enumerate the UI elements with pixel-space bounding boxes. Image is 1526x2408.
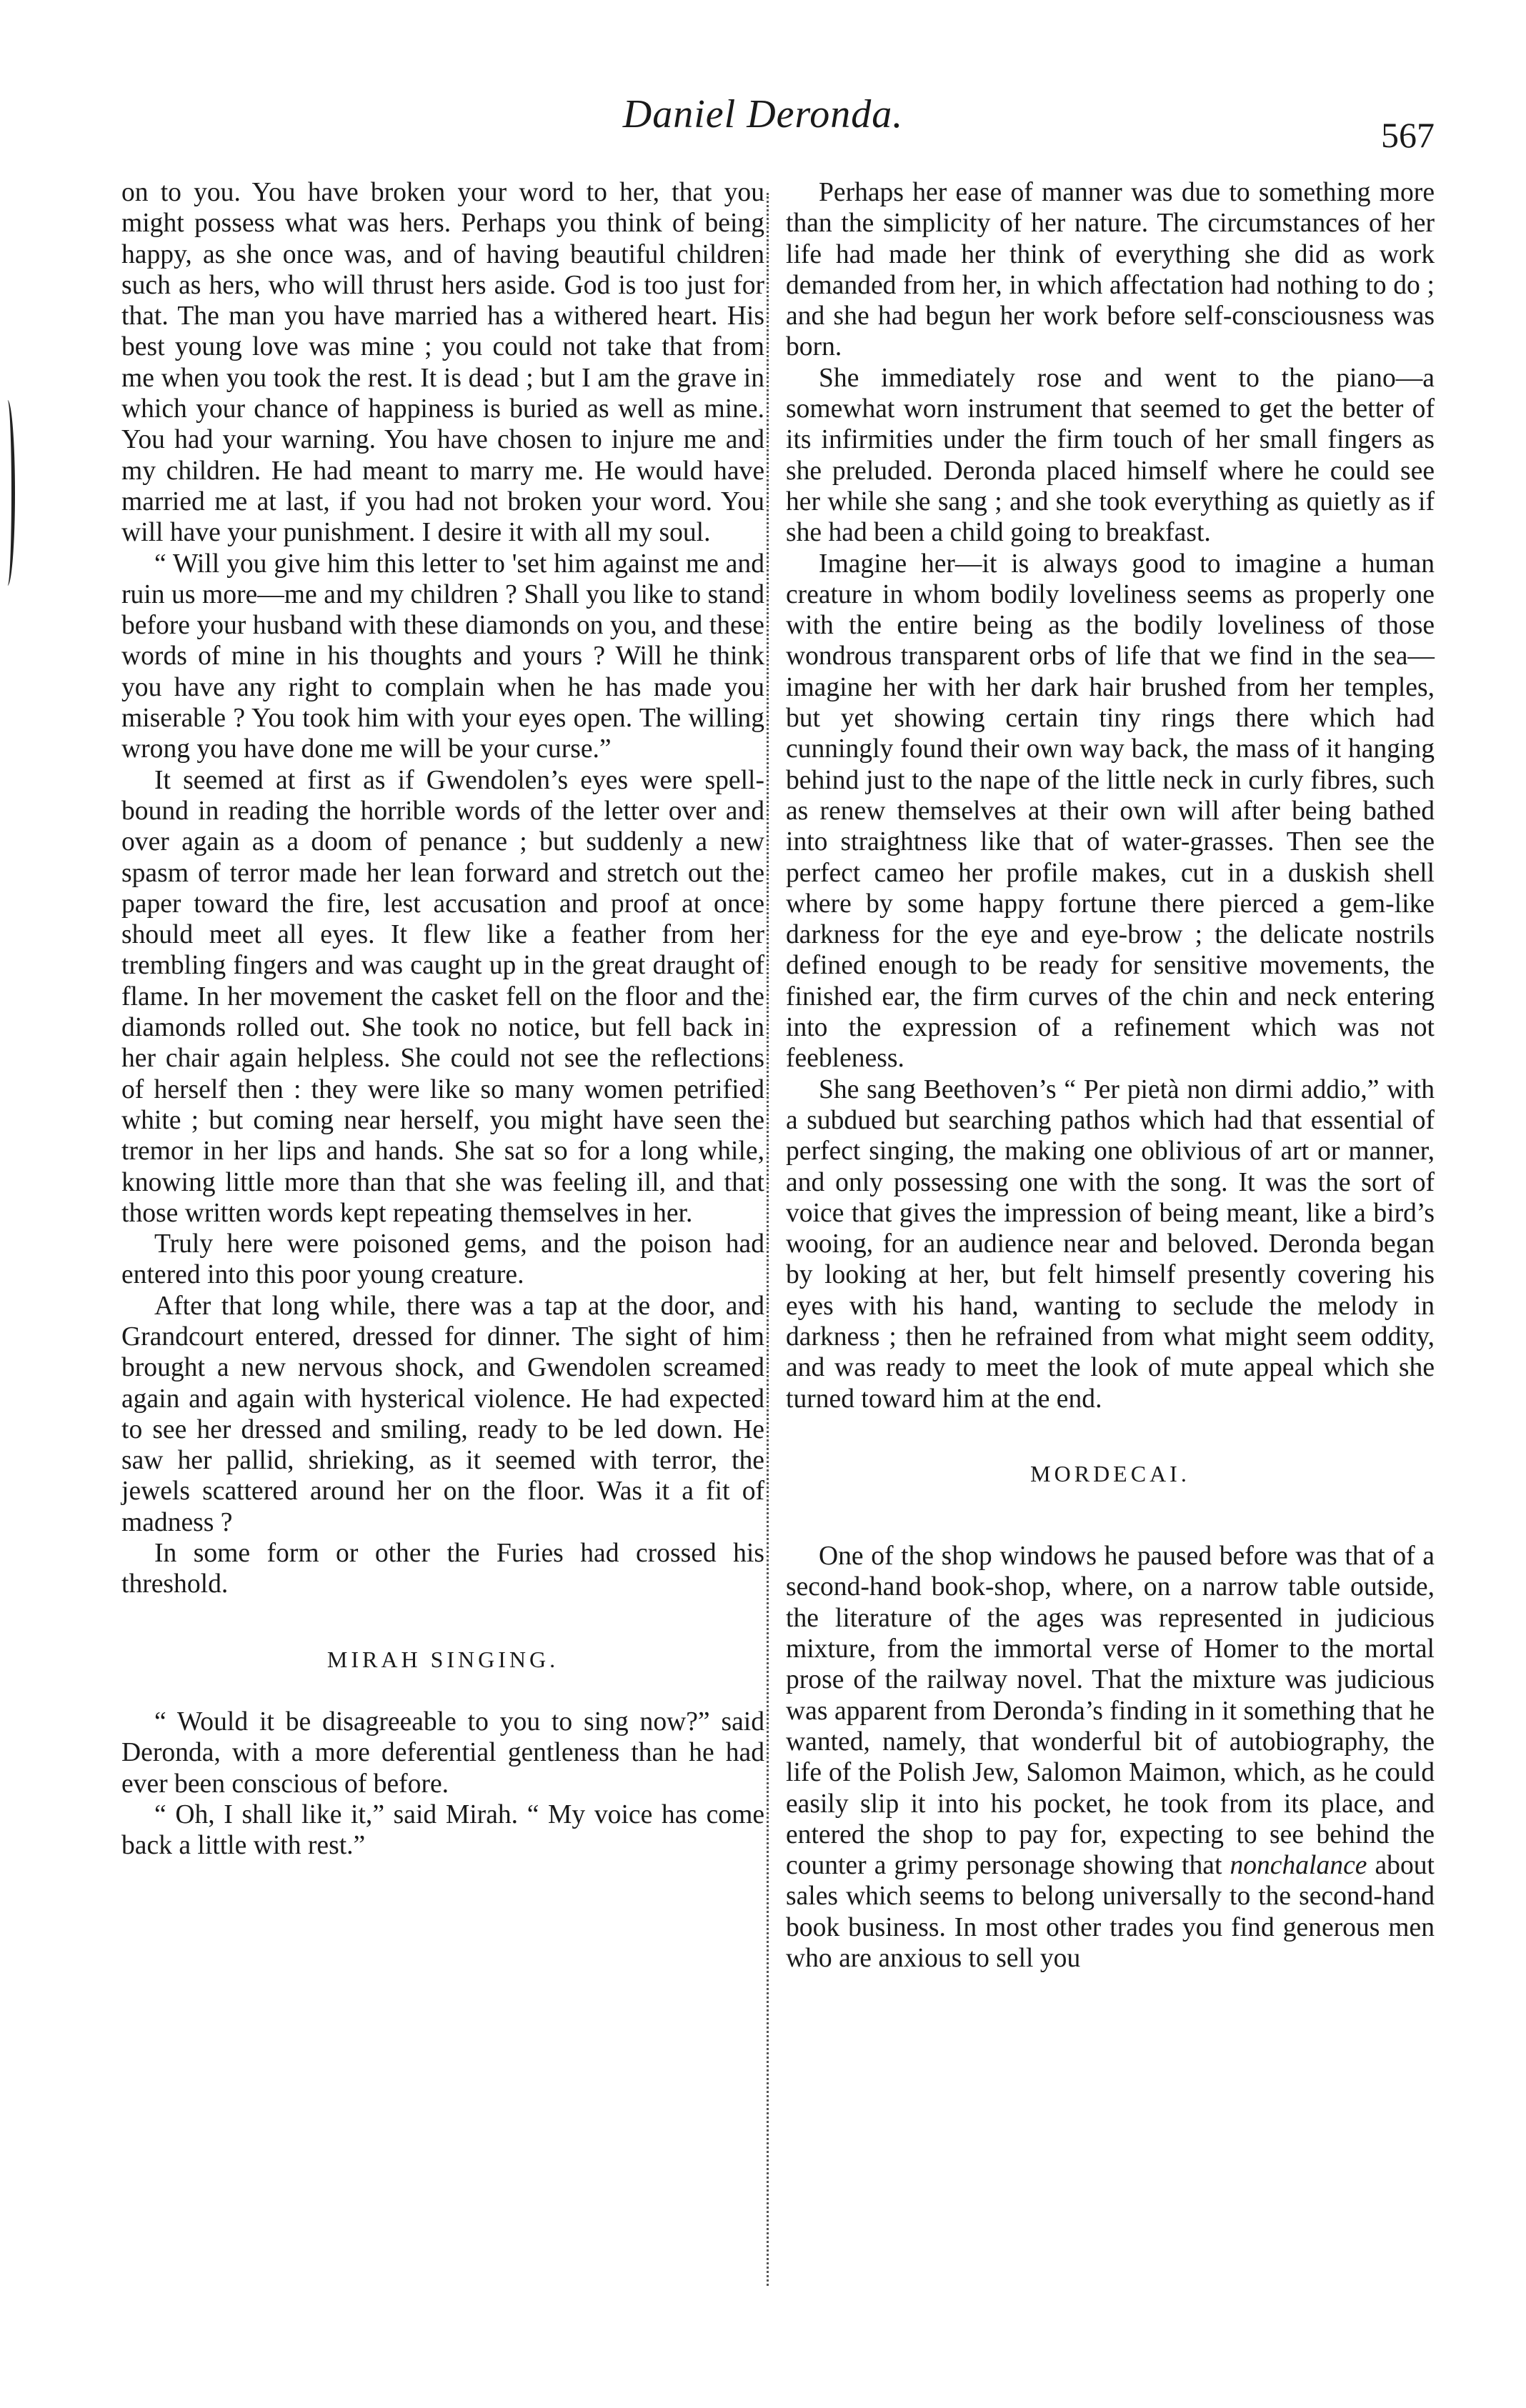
paragraph: “ Will you give him this letter to 'set him against me and ruin us more—me and my children ? Shall you like to stand before your husband with these diamonds on you, and these words of mine in his thoughts and yours ? Will he think you have any right to complain when he has made you miserable ? You took him with your eyes open. The willing wrong you have done me will be your curse.”	[121, 549, 764, 764]
paragraph: It seemed at first as if Gwendolen’s eyes were spell-bound in reading the horrible words of the letter over and over again as a doom of penance ; but suddenly a new spasm of terror made her lean forward and stretch out the paper toward the fire, lest accusation and proof at once should meet all eyes. It flew like a feather from her trembling fingers and was caught up in the great draught of flame. In her movement the casket fell on the floor and the diamonds rolled out. She took no notice, but fell back in her chair again helpless. She could not see the reflections of herself then : they were like so many women petrified white ; but coming near herself, you might have seen the tremor in her lips and hands. She sat so for a long while, knowing little more than that she was feeling ill, and that those written words kept repeating themselves in her.	[121, 765, 764, 1228]
paragraph: She immediately rose and went to the piano—a somewhat worn instrument that seemed to get the better of its infirmities under the firm touch of her small fingers as she preluded. Deronda placed himself where he could see her while she sang ; and she took everything as quietly as if she had been a child going to breakfast.	[786, 363, 1435, 548]
page-number: 567	[1381, 115, 1435, 155]
paragraph: Perhaps her ease of manner was due to something more than the simplicity of her nature. The circumstances of her life had made her think of everything she did as work demanded from her, in which affectation had nothing to do ; and she had begun her work before self-consciousness was born.	[786, 178, 1435, 362]
paragraph: Imagine her—it is always good to imagine a human creature in whom bodily loveliness seems as properly one with the entire being as the bodily loveliness of those wondrous transparent orbs of life that we find in the sea—imagine her with her dark hair brushed from her temples, but yet showing certain tiny rings there which had cunningly found their own way back, the mass of it hanging behind just to the nape of the little neck in curly fibres, such as renew themselves at their own will after being bathed into straightness like that of water-grasses. Then see the perfect cameo her profile makes, cut in a duskish shell where by some happy fortune there pierced a gem-like darkness for the eye and eye-brow ; the delicate nostrils defined enough to be ready for sensitive movements, the finished ear, the firm curves of the chin and neck entering into the expression of a refinement which was not feebleness.	[786, 549, 1435, 1074]
column-divider	[767, 193, 769, 2286]
left-column	[121, 177, 764, 1861]
italic-word: nonchalance	[1230, 1851, 1367, 1881]
right-column	[786, 177, 1435, 1974]
margin-bracket	[0, 400, 15, 586]
paragraph	[786, 1541, 1435, 1974]
paragraph: After that long while, there was a tap at the door, and Grandcourt entered, dressed for dinner. The sight of him brought a new nervous shock, and Gwendolen screamed again and again with hysterical violence. He had expected to see her dressed and smiling, ready to be led down. He saw her pallid, shrieking, as it seemed with terror, the jewels scattered around her on the floor. Was it a fit of madness ?	[121, 1291, 764, 1537]
paragraph-text: One of the shop windows he paused before was that of a second-hand book-shop, where, on a narrow table outside, the literature of the ages was represented in judicious mixture, from the immortal verse of Homer to the mortal prose of the railway novel. That the mixture was judicious was apparent from Deronda’s finding in it something that he wanted, namely, that wonderful bit of autobiography, the life of the Polish Jew, Salomon Maimon, which, as he could easily slip it into his pocket, he took from its place, and entered the shop to pay for, expecting to see behind the counter a grimy personage showing that	[786, 1542, 1435, 1881]
paragraph: She sang Beethoven’s “ Per pietà non dirmi addio,” with a subdued but searching pathos which had that essential of perfect singing, the making one oblivious of art or manner, and only possessing one with the song. It was the sort of voice that gives the impression of being meant, like a bird’s wooing, for an audience near and beloved. Deronda began by looking at her, but felt himself presently covering his eyes with his hand, wanting to seclude the melody in darkness ; then he refrained from what might seem oddity, and was ready to meet the look of mute appeal which she turned toward him at the end.	[786, 1074, 1435, 1414]
paragraph: on to you. You have broken your word to her, that you might possess what was hers. Perhaps you think of being happy, as she once was, and of having beautiful children such as hers, who will thrust hers aside. God is too just for that. The man you have married has a withered heart. His best young love was mine ; you could not take that from me when you took the rest. It is dead ; but I am the grave in which your chance of happiness is buried as well as mine. You had your warning. You have chosen to injure me and my children. He had meant to marry me. He would have married me at last, if you had not broken your word. You will have your punishment. I desire it with all my soul.	[121, 178, 764, 548]
section-title-mirah-singing: MIRAH SINGING.	[326, 1646, 559, 1672]
paragraph: In some form or other the Furies had crossed his threshold.	[121, 1539, 764, 1599]
section-title-mordecai: MORDECAI.	[1030, 1460, 1190, 1487]
paragraph-text: about sales which seems to belong universally to the second-hand book business. In most other trades you find generous men who are anxious to sell you	[786, 1851, 1435, 1974]
paragraph: “ Would it be disagreeable to you to sing now?” said Deronda, with a more deferential gentleness than he had ever been conscious of before.	[121, 1707, 764, 1799]
running-title: Daniel Deronda.	[622, 92, 904, 136]
paragraph: “ Oh, I shall like it,” said Mirah. “ My voice has come back a little with rest.”	[121, 1799, 764, 1861]
paragraph: Truly here were poisoned gems, and the poison had entered into this poor young creature.	[121, 1229, 764, 1290]
